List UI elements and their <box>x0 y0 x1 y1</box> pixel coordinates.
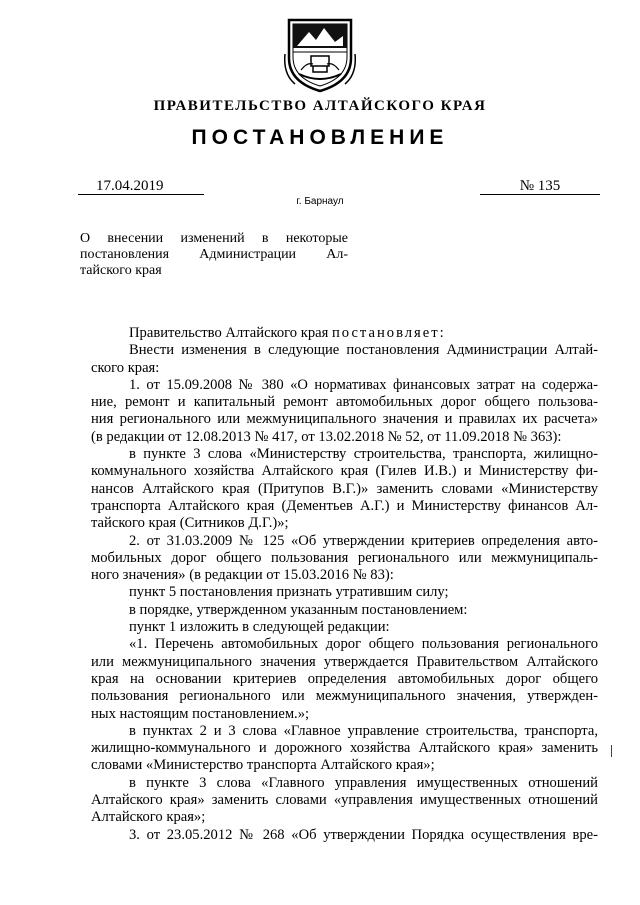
coat-of-arms-icon <box>283 14 357 94</box>
document-body <box>91 325 598 844</box>
document-type: ПОСТАНОВЛЕНИЕ <box>191 126 449 149</box>
subject-line: О внесении изменений в некоторые <box>80 231 348 246</box>
body-line: (в редакции от 12.08.2013 № 417, от 13.02.2018 № 52, от 11.09.2018 № 363): <box>91 428 562 445</box>
body-line: мобильных дорог общего пользования регионального или межмуниципаль- <box>91 549 598 566</box>
body-line: 2. от 31.03.2009 № 125 «Об утверждении критериев определения авто- <box>129 532 598 549</box>
body-line: жилищно-коммунального и дорожного хозяйства Алтайского края» заменить <box>91 740 598 757</box>
body-line: Внести изменения в следующие постановления Администрации Алтай- <box>129 342 598 359</box>
margin-mark <box>611 745 612 757</box>
body-line: ние, ремонт и капитальный ремонт автомобильных дорог общего пользова- <box>91 394 598 411</box>
body-line: Алтайского края»; <box>91 809 206 826</box>
document-city: г. Барнаул <box>296 196 344 207</box>
body-line: ния регионального или межмуниципального значения и правилах их расчета» <box>91 411 598 428</box>
intro-prefix: Правительство Алтайского края <box>129 325 332 341</box>
body-line: в пункте 3 слова «Главного управления имущественных отношений <box>129 774 598 791</box>
body-line: в пунктах 2 и 3 слова «Главное управление строительства, транспорта, <box>129 722 598 739</box>
document-number: № 135 <box>480 178 600 195</box>
body-line: или межмуниципального значения утверждается Правительством Алтайского <box>91 653 598 670</box>
intro-verb: постановляет <box>331 325 440 341</box>
body-line: ных настоящим постановлением.»; <box>91 705 310 722</box>
body-line: ного значения» (в редакции от 15.03.2016 № 83): <box>91 567 394 584</box>
subject-line: постановления Администрации Ал- <box>80 247 348 262</box>
body-line: в порядке, утвержденном указанным постановлением: <box>129 601 468 618</box>
government-name: ПРАВИТЕЛЬСТВО АЛТАЙСКОГО КРАЯ <box>153 98 487 114</box>
body-line: ского края: <box>91 359 160 376</box>
body-line: коммунального хозяйства Алтайского края (Гилев И.В.) и Министерству фи- <box>91 463 598 480</box>
body-line: транспорта Алтайского края (Дементьев А.Г.) и Министерству финансов Ал- <box>91 497 598 514</box>
body-line: тайского края (Ситников Д.Г.)»; <box>91 515 289 532</box>
body-line: 3. от 23.05.2012 № 268 «Об утверждении Порядка осуществления вре- <box>129 826 598 843</box>
body-line: пользования регионального или межмуниципального значения, утвержден- <box>91 688 598 705</box>
subject-line: тайского края <box>80 263 162 278</box>
document-subject <box>80 231 348 279</box>
body-line: 1. от 15.09.2008 № 380 «О нормативах финансовых затрат на содержа- <box>129 376 598 393</box>
body-line: в пункте 3 слова «Министерству строительства, транспорта, жилищно- <box>129 446 598 463</box>
body-line: края на основании критериев определения автомобильных дорог общего <box>91 670 598 687</box>
intro-line <box>91 325 598 342</box>
body-line: Алтайского края» заменить словами «управления имущественных отношений <box>91 792 598 809</box>
body-line: пункт 1 изложить в следующей редакции: <box>129 619 390 636</box>
body-line: нансов Алтайского края (Притупов В.Г.)» заменить словами «Министерству <box>91 480 598 497</box>
intro-suffix: : <box>439 325 444 341</box>
body-line: пункт 5 постановления признать утратившим силу; <box>129 584 449 601</box>
body-line: словами «Министерство транспорта Алтайского края»; <box>91 757 435 774</box>
body-line: «1. Перечень автомобильных дорог общего пользования регионального <box>129 636 598 653</box>
document-date: 17.04.2019 <box>78 178 204 195</box>
